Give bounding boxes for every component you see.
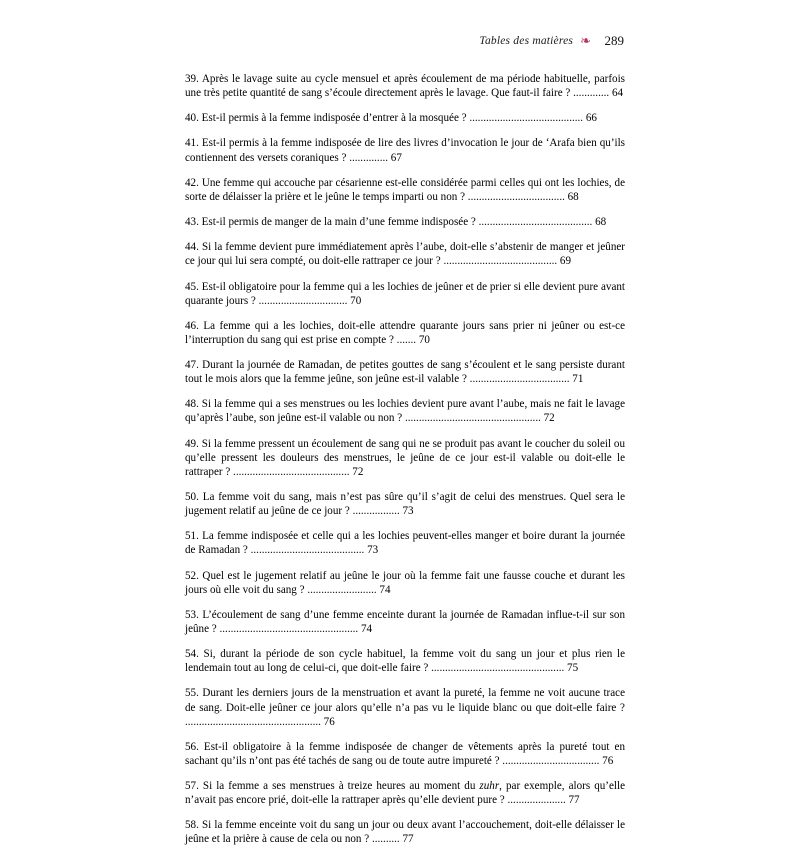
toc-entry[interactable] <box>185 72 625 100</box>
toc-entry-page: 70 <box>347 294 362 307</box>
toc-entry-page: 68 <box>564 190 579 203</box>
toc-entry-text: La femme voit du sang, mais n’est pas sûre qu’il s’agit de celui des menstrues. Quel sera le jugement relatif au jeûne de ce jour ? <box>185 491 625 518</box>
toc-entry-number: 40. <box>185 112 199 125</box>
toc-entry[interactable] <box>185 397 625 425</box>
toc-entry[interactable] <box>185 176 625 204</box>
toc-entry-number: 45. <box>185 280 199 293</box>
toc-entry-text: Si la femme qui a ses menstrues ou les lochies devient pure avant l’aube, mais ne fait le lavage qu’après l’aube, son jeûne est-il valable ou non ? <box>185 398 625 425</box>
toc-entry[interactable] <box>185 437 625 479</box>
toc-entry-page: 77 <box>565 794 580 807</box>
toc-entry-number: 41. <box>185 137 199 150</box>
toc-entry-number: 57. <box>185 780 199 793</box>
toc-entry-text: L’écoulement de sang d’une femme enceinte durant la journée de Ramadan influe-t-il sur son jeûne ? <box>185 608 625 635</box>
toc-entry-number: 55. <box>185 687 199 700</box>
running-head-title: Tables des matières <box>479 35 574 47</box>
toc-entry-text: La femme qui a les lochies, doit-elle attendre quarante jours sans prier ni jeûner ou est-ce l’interruption du sang qui est prise en compte ? <box>185 319 625 346</box>
toc-entry-page: 73 <box>364 544 379 557</box>
toc-dot-leader: .................................................. <box>216 622 359 635</box>
toc-entry[interactable] <box>185 818 625 846</box>
toc-entry-page: 70 <box>416 333 430 346</box>
floral-ornament-icon: ❧ <box>580 32 591 48</box>
toc-entry-text: Durant les derniers jours de la menstruation et avant la pureté, la femme ne voit aucune trace de sang. Doit-elle jeûner ce jour alors qu’elle n’a pas vu le liquide blanc ou que doit-elle faire ? <box>185 687 625 714</box>
toc-entry-number: 46. <box>185 319 199 332</box>
toc-entry-number: 58. <box>185 819 199 832</box>
toc-entry-number: 42. <box>185 176 199 189</box>
toc-entry-number: 52. <box>185 569 199 582</box>
toc-entry-page: 77 <box>399 833 414 846</box>
toc-entry-text: Si la femme enceinte voit du sang un jour ou deux avant l’accouchement, doit-elle délaisser le jeûne et la prière à cause de cela ou non ? <box>185 819 625 846</box>
toc-entry[interactable] <box>185 608 625 636</box>
toc-entry-page: 74 <box>376 583 391 596</box>
toc-entry-text: Est-il obligatoire pour la femme qui a les lochies de jeûner et de prier si elle devient pure avant quarante jours ? <box>185 280 625 307</box>
toc-entry-page: 73 <box>399 505 414 518</box>
page-header <box>185 30 624 52</box>
toc-entry-number: 49. <box>185 437 199 450</box>
toc-dot-leader: ................................ <box>255 294 348 307</box>
toc-dot-leader: .................................... <box>466 373 570 386</box>
toc-entry-page: 76 <box>320 715 335 728</box>
toc-entry-page: 66 <box>583 112 597 125</box>
toc-entry-text: Durant la journée de Ramadan, de petites gouttes de sang s’écoulent et le sang persiste durant tout le mois alors que la femme jeûne, son jeûne est-il valable ? <box>185 359 625 386</box>
table-of-contents-list <box>185 72 625 847</box>
toc-entry-text: Est-il permis à la femme indisposée d’entrer à la mosquée ? <box>198 112 467 125</box>
toc-entry-number: 56. <box>185 740 199 753</box>
toc-entry[interactable] <box>185 358 625 386</box>
toc-entry-number: 48. <box>185 398 199 411</box>
toc-entry[interactable] <box>185 569 625 597</box>
toc-dot-leader: ................................................. <box>402 412 541 425</box>
toc-dot-leader: ......................................... <box>440 255 558 268</box>
toc-entry-number: 43. <box>185 216 199 229</box>
toc-dot-leader: ......................................... <box>247 544 365 557</box>
toc-entry-text: Si la femme a ses menstrues à treize heures au moment du zuhr, par exemple, alors qu’elle n’avait pas encore prié, doit-elle la rattraper après qu’elle devient pure ? <box>185 780 625 807</box>
toc-dot-leader: ................................... <box>499 754 600 767</box>
toc-entry[interactable] <box>185 529 625 557</box>
toc-entry[interactable] <box>185 240 625 268</box>
toc-entry-number: 54. <box>185 648 199 661</box>
toc-entry-page: 64 <box>609 87 624 100</box>
toc-entry[interactable] <box>185 686 625 728</box>
toc-dot-leader: ......................... <box>304 583 377 596</box>
toc-entry-number: 50. <box>185 491 199 503</box>
toc-entry-page: 69 <box>557 255 572 268</box>
toc-dot-leader: ................................... <box>465 190 565 203</box>
toc-entry[interactable] <box>185 490 625 518</box>
toc-entry-text: Si la femme pressent un écoulement de sang qui ne se produit pas avant le coucher du soleil ou qu’elle pressent les douleurs des menstrues, le jeûne de ce jour est-il valable ou doit-elle le rattraper ? <box>185 437 625 478</box>
toc-entry-text: Une femme qui accouche par césarienne est-elle considérée parmi celles qui ont les lochies, de sorte de délaisser la prière et le jeûne le temps imparti ou non ? <box>185 176 625 203</box>
toc-entry[interactable] <box>185 215 625 229</box>
toc-entry-page: 72 <box>540 412 555 425</box>
toc-dot-leader: ................................................. <box>185 715 321 728</box>
toc-entry-text: Si, durant la période de son cycle habituel, la femme voit du sang un jour et plus rien le lendemain tout au long de celui-ci, que doit-elle faire ? <box>185 648 625 675</box>
toc-entry-text: Est-il permis de manger de la main d’une femme indisposée ? <box>198 216 476 229</box>
toc-dot-leader: .............. <box>346 151 389 164</box>
toc-dot-leader: .......................................... <box>230 465 350 478</box>
toc-entry-page: 71 <box>569 373 584 386</box>
toc-entry-page: 67 <box>388 151 402 164</box>
toc-dot-leader: ....... <box>393 333 417 346</box>
toc-entry-page: 74 <box>358 622 373 635</box>
toc-entry-text: Si la femme devient pure immédiatement après l’aube, doit-elle s’abstenir de manger et jeûner ce jour qui lui sera compté, ou doit-elle rattraper ce jour ? <box>185 241 625 268</box>
toc-entry-text: Est-il obligatoire à la femme indisposée de changer de vêtements après la pureté tout en sachant qu’ils n’ont pas été tachés de sang ou de toute autre impureté ? <box>185 740 625 767</box>
toc-entry-page: 76 <box>599 754 614 767</box>
toc-entry[interactable] <box>185 280 625 308</box>
toc-dot-leader: ......................................... <box>466 112 584 125</box>
toc-dot-leader: ................. <box>349 505 400 518</box>
toc-dot-leader: .......... <box>369 833 400 846</box>
toc-entry[interactable] <box>185 136 625 164</box>
page-number: 289 <box>604 33 624 48</box>
toc-entry-text: La femme indisposée et celle qui a les lochies peuvent-elles manger et boire durant la journée de Ramadan ? <box>185 530 625 557</box>
toc-entry-page: 75 <box>564 662 579 675</box>
toc-entry[interactable] <box>185 647 625 675</box>
toc-dot-leader: ..................... <box>504 794 566 807</box>
toc-entry-text: Après le lavage suite au cycle mensuel et après écoulement de ma période habituelle, parfois une très petite quantité de sang s’écoule directement après le lavage. Que faut-il faire ? <box>185 73 625 100</box>
toc-entry-page: 72 <box>349 465 364 478</box>
toc-entry-number: 39. <box>185 73 199 85</box>
toc-entry-text: Quel est le jugement relatif au jeûne le jour où la femme fait une fausse couche et durant les jours où elle voit du sang ? <box>185 569 625 596</box>
toc-dot-leader: ......................................... <box>475 216 593 229</box>
toc-dot-leader: ............. <box>570 87 610 100</box>
toc-entry-number: 47. <box>185 359 199 372</box>
toc-entry-number: 44. <box>185 241 199 254</box>
toc-dot-leader: ................................................ <box>428 662 565 675</box>
toc-entry[interactable] <box>185 740 625 768</box>
toc-entry-number: 53. <box>185 608 199 621</box>
toc-entry[interactable] <box>185 779 625 807</box>
toc-entry[interactable] <box>185 319 625 347</box>
toc-entry-text: Est-il permis à la femme indisposée de lire des livres d’invocation le jour de ‘Arafa bien qu’ils contiennent des versets coraniques ? <box>185 137 625 164</box>
toc-entry[interactable] <box>185 111 625 125</box>
toc-entry-number: 51. <box>185 530 199 543</box>
toc-entry-page: 68 <box>592 216 607 229</box>
